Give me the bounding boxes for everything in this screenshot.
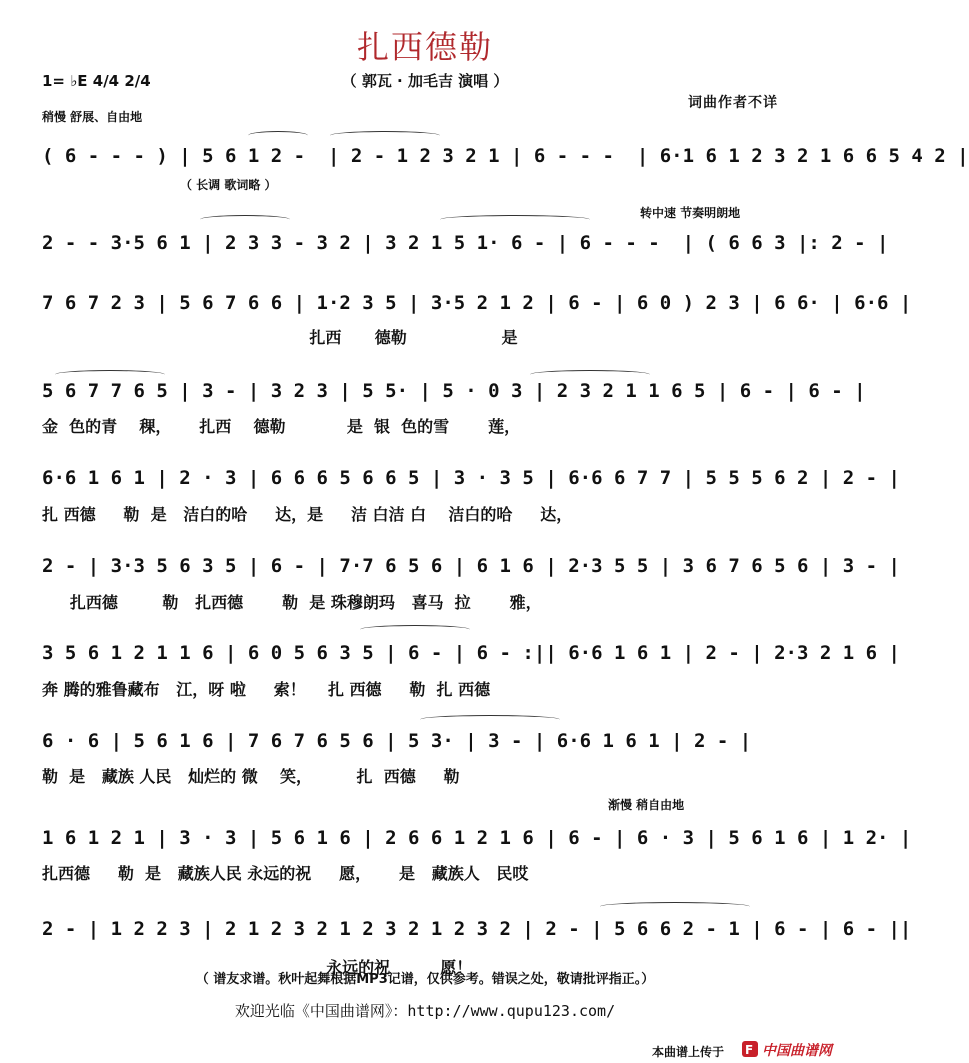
lyric-line: 扎西 德勒 是	[42, 328, 518, 347]
slur-mark	[420, 715, 560, 724]
notation-line: 5 6 7 7 6 5 | 3 - | 3 2 3 | 5 5· | 5 · 0 3 | 2 3 2 1 1 6 5 | 6 - | 6 - |	[42, 380, 866, 402]
logo-text: 中国曲谱网	[762, 1043, 832, 1059]
slur-mark	[440, 215, 590, 224]
slur-mark	[200, 215, 290, 224]
rit-annotation: 渐慢 稍自由地	[608, 798, 685, 812]
svg-text:F: F	[745, 1043, 754, 1057]
notation-line: 7 6 7 2 3 | 5 6 7 6 6 | 1·2 3 5 | 3·5 2 1 2 | 6 - | 6 0 ) 2 3 | 6 6· | 6·6 |	[42, 292, 912, 314]
lyric-line: 奔 腾的雅鲁藏布 江，呀 啦 索！ 扎 西德 勒 扎 西德	[42, 680, 491, 699]
lyric-line: 扎西德 勒 扎西德 勒 是 珠穆朗玛 喜马 拉 雅，	[42, 593, 542, 612]
notation-line: 2 - | 3·3 5 6 3 5 | 6 - | 7·7 6 5 6 | 6 1 6 | 2·3 5 5 | 3 6 7 6 5 6 | 3 - |	[42, 555, 900, 577]
page-title: 扎西德勒	[356, 28, 493, 66]
notation-line: ( 6 - - - ) | 5 6 1 2 - | 2 - 1 2 3 2 1 | 6 - - - | 6·1 6 1 2 3 2 1 6 6 5 4 2 |	[42, 145, 969, 167]
composer-credit: 词曲作者不详	[688, 95, 778, 111]
slur-mark	[248, 131, 308, 140]
site-logo[interactable]	[742, 1039, 842, 1059]
slur-mark	[330, 131, 440, 140]
lyric-line: 永远的祝 愿！	[42, 958, 473, 977]
changduan-annotation: （ 长调 歌词略 ）	[180, 178, 277, 192]
transcription-note: （ 谱友求谱。秋叶起舞根据MP3记谱，仅供参考。错误之处，敬请批评指正。）	[195, 972, 655, 987]
lyric-line: 金 色的青 稞， 扎西 德勒 是 银 色的雪 莲，	[42, 417, 521, 436]
slur-mark	[530, 370, 650, 379]
singer-credit: （ 郭瓦 · 加毛吉 演唱 ）	[341, 72, 509, 90]
tempo-marking: 稍慢 舒展、自由地	[42, 110, 143, 124]
lyric-line: 扎西德 勒 是 藏族人民 永远的祝 愿， 是 藏族人 民哎	[42, 864, 529, 883]
slur-mark	[600, 902, 750, 911]
notation-line: 3 5 6 1 2 1 1 6 | 6 0 5 6 3 5 | 6 - | 6 - :|| 6·6 1 6 1 | 2 - | 2·3 2 1 6 |	[42, 642, 900, 664]
notation-line: 1 6 1 2 1 | 3 · 3 | 5 6 1 6 | 2 6 6 1 2 1 6 | 6 - | 6 · 3 | 5 6 1 6 | 1 2· |	[42, 827, 912, 849]
notation-line: 2 - - 3·5 6 1 | 2 3 3 - 3 2 | 3 2 1 5 1· 6 - | 6 - - - | ( 6 6 3 |: 2 - |	[42, 232, 889, 254]
uploader-label: 本曲谱上传于	[652, 1045, 725, 1059]
slur-mark	[360, 625, 470, 634]
lyric-line: 扎 西德 勒 是 洁白的哈 达，是 洁 白洁 白 洁白的哈 达，	[42, 505, 573, 524]
tempo-change-annotation: 转中速 节奏明朗地	[640, 206, 741, 220]
slur-mark	[55, 370, 165, 379]
notation-line: 6·6 1 6 1 | 2 · 3 | 6 6 6 5 6 6 5 | 3 · 3 5 | 6·6 6 7 7 | 5 5 5 6 2 | 2 - |	[42, 467, 900, 489]
notation-line: 6 · 6 | 5 6 1 6 | 7 6 7 6 5 6 | 5 3· | 3 - | 6·6 1 6 1 | 2 - |	[42, 730, 752, 752]
notation-line: 2 - | 1 2 2 3 | 2 1 2 3 2 1 2 3 2 1 2 3 2 | 2 - | 5 6 6 2 - 1 | 6 - | 6 - ||	[42, 918, 912, 940]
lyric-line: 勒 是 藏族 人民 灿烂的 微 笑， 扎 西德 勒	[42, 767, 460, 786]
site-url[interactable]: 欢迎光临《中国曲谱网》：http://www.qupu123.com/	[234, 1002, 616, 1020]
key-signature: 1= ♭E 4/4 2/4	[42, 72, 151, 90]
